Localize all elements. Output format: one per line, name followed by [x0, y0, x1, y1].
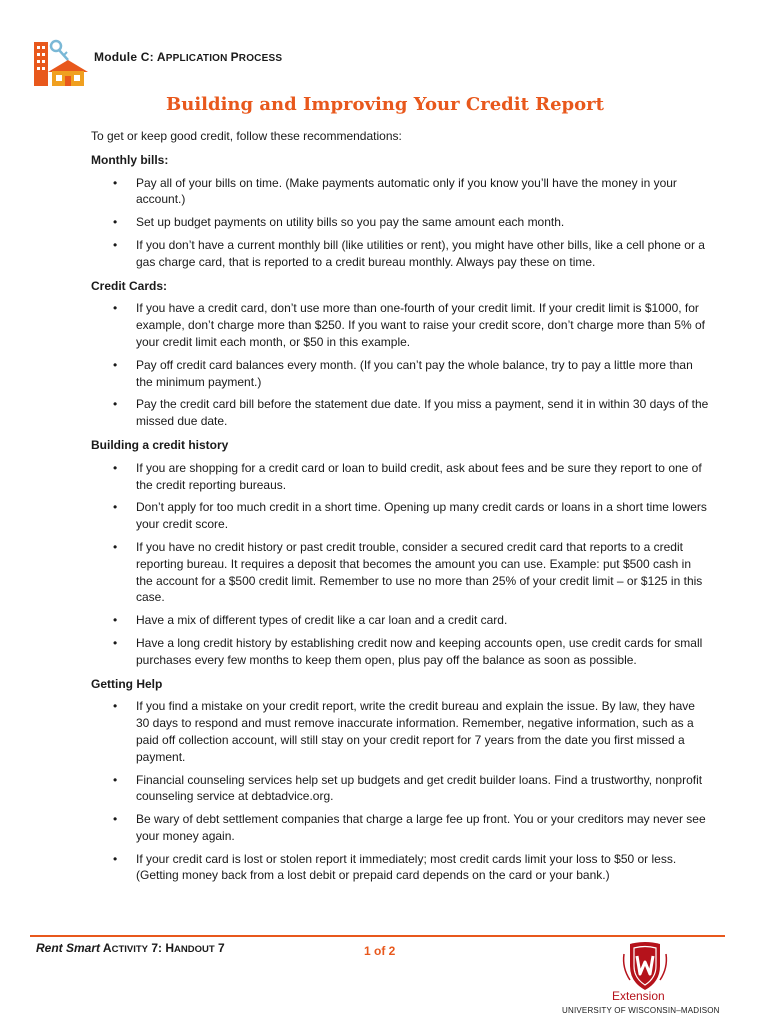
list-item: • Financial counseling services help set up budgets and get credit builder loans. Find a trustworthy, nonprofit counseling service at debtadvice.org. — [113, 772, 703, 804]
section-getting-help — [91, 676, 711, 885]
section-monthly-bills — [91, 152, 711, 271]
list-item: • If you are shopping for a credit card or loan to build credit, ask about fees and be sure they report to one of the credit reporting bureaus. — [113, 460, 702, 492]
list-item: • If you have no credit history or past credit trouble, consider a secured credit card that reports to a credit reporting bureau. It requires a deposit that becomes the amount you can use. Example: put $500 cash in the account for a $500 credit limit. Remember to use no more than 25% of your credit limit – or $125 in this case. — [113, 539, 703, 605]
bullet-icon: • — [113, 357, 118, 372]
list-item: • Pay off credit card balances every month. (If you can’t pay the whole balance, try to pay a little more than the minimum payment.) — [113, 357, 693, 389]
bullet-icon: • — [113, 215, 118, 230]
list-item: • Be wary of debt settlement companies that charge a large fee up front. You or your creditors may never see your money again. — [113, 812, 706, 843]
bullet-icon: • — [113, 539, 118, 554]
bullet-icon: • — [113, 500, 118, 515]
bullet-list — [91, 698, 711, 884]
bullet-icon: • — [113, 772, 118, 787]
bullet-icon: • — [113, 237, 118, 252]
list-item: • Have a mix of different types of credit like a car loan and a credit card. — [113, 613, 508, 628]
bullet-icon: • — [113, 851, 118, 866]
bullet-icon: • — [113, 175, 118, 190]
module-label: Module C: APPLICATION PROCESS — [94, 50, 283, 64]
bullet-list — [91, 300, 711, 430]
bullet-icon: • — [113, 460, 118, 475]
extension-wordmark: Extension — [612, 989, 665, 1003]
page-number: 1 of 2 — [364, 944, 396, 958]
footer-divider — [30, 935, 725, 937]
list-item: • Set up budget payments on utility bills so you pay the same amount each month. — [113, 215, 565, 230]
section-heading: Building a credit history — [91, 437, 229, 452]
bullet-icon: • — [113, 613, 118, 628]
list-item: • Pay all of your bills on time. (Make payments automatic only if you know you’ll have the money in your account.) — [113, 175, 677, 207]
bullet-icon: • — [113, 301, 118, 316]
section-building-credit-history — [91, 437, 711, 669]
bullet-icon: • — [113, 635, 118, 650]
rent-smart-logo-icon — [30, 36, 90, 88]
list-item: • If you don’t have a current monthly bill (like utilities or rent), you might have other bills, like a cell phone or a gas charge card, that is reported to a credit bureau monthly. Always pay these on time. — [113, 237, 705, 269]
section-credit-cards — [91, 278, 711, 430]
university-name: UNIVERSITY OF WISCONSIN–MADISON — [562, 1006, 720, 1015]
document-body — [91, 128, 711, 890]
bullet-icon: • — [113, 812, 118, 827]
bullet-list — [91, 175, 711, 271]
page-title: Building and Improving Your Credit Report — [166, 94, 604, 115]
list-item: • Pay the credit card bill before the statement due date. If you miss a payment, send it in within 30 days of the missed due date. — [113, 397, 709, 429]
intro-text: To get or keep good credit, follow these recommendations: — [91, 129, 402, 143]
list-item: • If your credit card is lost or stolen report it immediately; most credit cards limit your loss to $50 or less. (Getting money back from a lost debit or prepaid card depends on the card or your bank.) — [113, 851, 677, 883]
bullet-icon: • — [113, 397, 118, 412]
section-heading: Getting Help — [91, 676, 163, 691]
section-heading: Credit Cards: — [91, 278, 168, 293]
bullet-icon: • — [113, 699, 118, 714]
list-item: • If you find a mistake on your credit report, write the credit bureau and explain the issue. By law, they have 30 days to respond and must remove inaccurate information. Remember, negative information, such as a paid off collection account, will still stay on your credit report for 7 years from the date you first missed a payment. — [113, 699, 695, 764]
list-item: • If you have a credit card, don’t use more than one-fourth of your credit limit. If your credit limit is $1000, for example, don’t charge more than $250. If you want to raise your credit score, don’t charge more than 5% of your credit limit each month, or $50 in this example. — [113, 301, 705, 349]
footer-handout-label: Rent Smart ACTIVITY 7: HANDOUT 7 — [36, 941, 225, 955]
list-item: • Don’t apply for too much credit in a short time. Opening up many credit cards or loans in a short time lowers your credit score. — [113, 500, 707, 532]
uw-crest-icon — [620, 940, 670, 992]
list-item: • Have a long credit history by establishing credit now and keeping accounts open, use credit cards for small purchases every few months to keep them open, plus pay off the balance as soon as possible. — [113, 635, 703, 667]
bullet-list — [91, 460, 711, 669]
section-heading: Monthly bills: — [91, 152, 169, 167]
